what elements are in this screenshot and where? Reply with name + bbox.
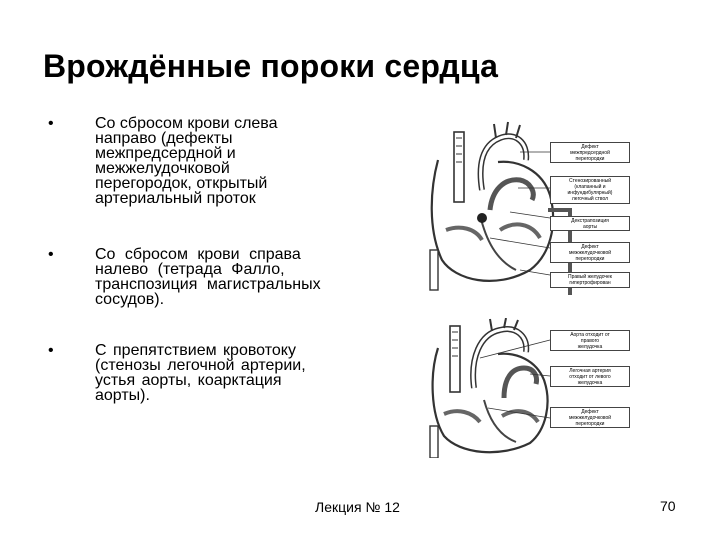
footer-page-number: 70 (660, 498, 676, 514)
bullet-marker: • (48, 115, 54, 132)
footer-lecture-number: Лекция № 12 (315, 499, 400, 515)
label-aortic-dextroposition: Декстрапозиция аорты (550, 216, 630, 231)
bullet-marker: • (48, 342, 54, 359)
label-ventricular-septal-defect: Дефект межжелудочковой перегородки (550, 242, 630, 263)
label-atrial-septal-defect: Дефект межпредсердной перегородки (550, 142, 630, 163)
label-aorta-from-right-ventricle: Аорта отходит от правого желудочка (550, 330, 630, 351)
label-ventricular-septal-defect-bottom: Дефект межжелудочковой перегородки (550, 407, 630, 428)
label-right-ventricular-hypertrophy: Правый желудочек гипертрофирован (550, 272, 630, 288)
bullet-text: С препятствием кровотоку (стенозы легочной артерии, устья аорты, коарктация аорты). (95, 342, 306, 404)
label-stenotic-pulmonary-trunk: Стенозированный (клапанный и инфундибулярный) легочный ствол (550, 176, 630, 204)
slide-title: Врождённые пороки сердца (43, 48, 499, 84)
heart-diagram-transposition (420, 318, 635, 458)
label-pulmonary-artery-from-left-ventricle: Легочная артерия отходит от левого желудочка (550, 366, 630, 387)
bullet-marker: • (48, 246, 54, 263)
heart-diagram-tetralogy (420, 120, 635, 295)
bullet-text: Со сбросом крови слева направо (дефекты межпредсердной и межжелудочковой перегородок, открытый артериальный проток (95, 115, 278, 207)
bullet-text: Со сбросом крови справа налево (тетрада Фалло, транспозиция магистральных сосудов). (95, 246, 321, 308)
